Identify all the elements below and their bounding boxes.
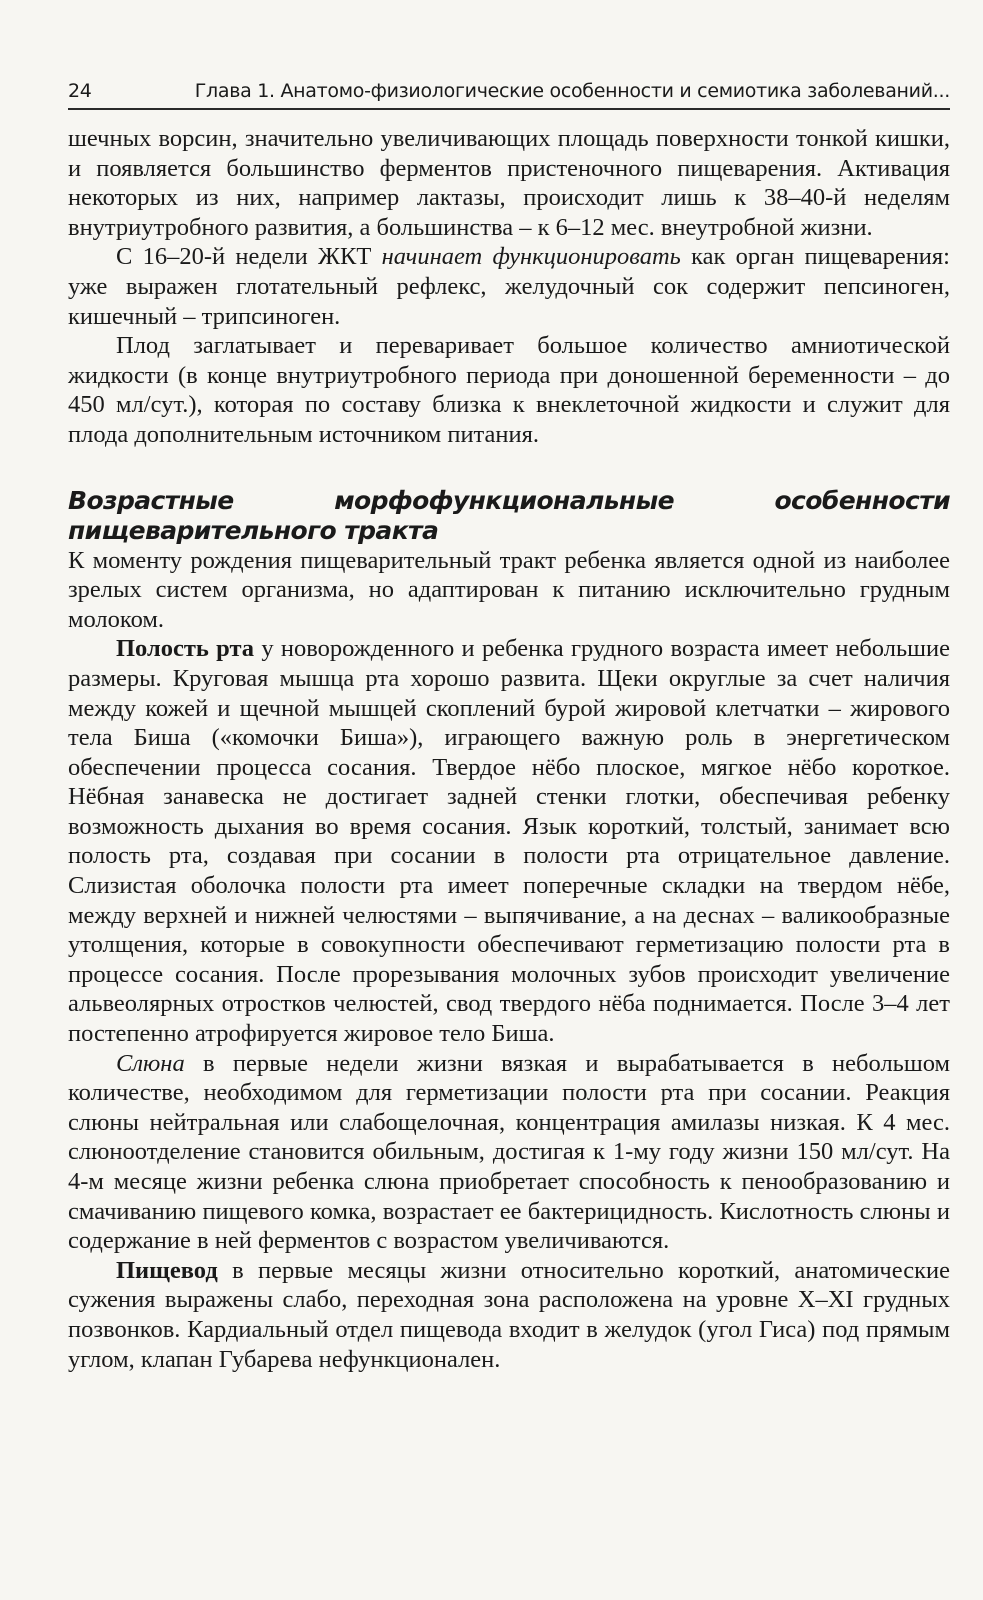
- paragraph-esophagus: Пищевод в первые месяцы жизни относительно короткий, анатомические сужения выражены слабо, переходная зона расположена на уровне X–XI грудных позвонков. Кардиальный отдел пищевода входит в желудок (угол Гиса) под прямым углом, клапан Губарева нефункционален.: [68, 1256, 950, 1373]
- paragraph-amniotic-fluid: Плод заглатывает и переваривает большое количество амниотической жидкости (в конце внутриутробного периода при доношенной беременности – до 450 мл/сут.), которая по составу близка к внеклеточной жидкости и служит для плода дополнительным источником питания.: [68, 332, 950, 448]
- chapter-title: Глава 1. Анатомо-физиологические особенности и семиотика заболеваний...: [194, 80, 950, 102]
- term-esophagus: Пищевод: [116, 1256, 218, 1284]
- paragraph-gi-function: С 16–20-й недели ЖКТ начинает функционировать как орган пищеварения: уже выражен глотательный рефлекс, желудочный сок содержит пепсиноген, кишечный – трипсиноген.: [68, 243, 950, 330]
- page: [68, 80, 950, 1374]
- term-saliva: Слюна: [116, 1049, 185, 1077]
- paragraph-saliva: Слюна в первые недели жизни вязкая и вырабатывается в небольшом количестве, необходимом для герметизации полости рта при сосании. Реакция слюны нейтральная или слабощелочная, концентрация амилазы низкая. К 4 мес. слюноотделение становится обильным, достигая к 1-му году жизни 150 мл/сут. На 4-м месяце жизни ребенка слюна приобретает способность к пенообразованию и смачиванию пищевого комка, возрастает ее бактерицидность. Кислотность слюны и содержание в ней ферментов с возрастом увеличиваются.: [68, 1049, 950, 1255]
- running-header: [68, 80, 950, 110]
- paragraph-continuation: шечных ворсин, значительно увеличивающих площадь поверхности тонкой кишки, и появляется большинство ферментов пристеночного пищеварения. Активация некоторых из них, например лактазы, происходит лишь к 38–40-й неделям внутриутробного развития, а большинства – к 6–12 мес. внеутробной жизни.: [68, 125, 950, 241]
- paragraph-oral-cavity: Полость рта у новорожденного и ребенка грудного возраста имеет небольшие размеры. Круговая мышца рта хорошо развита. Щеки округлые за счет наличия между кожей и щечной мышцей скоплений бурой жировой клетчатки – жирового тела Биша («комочки Биша»), играющего важную роль в энергетическом обеспечении процесса сосания. Твердое нёбо плоское, мягкое нёбо короткое. Нёбная занавеска не достигает задней стенки глотки, обеспечивая ребенку возможность дыхания во время сосания. Язык короткий, толстый, занимает всю полость рта, создавая при сосании в полости рта отрицательное давление. Слизистая оболочка полости рта имеет поперечные складки на твердом нёбе, между верхней и нижней челюстями – выпячивание, а на деснах – валикообразные утолщения, которые в совокупности обеспечивают герметизацию полости рта в процессе сосания. После прорезывания молочных зубов происходит увеличение альвеолярных отростков челюстей, свод твердого нёба поднимается. После 3–4 лет постепенно атрофируется жировое тело Биша.: [68, 635, 950, 1048]
- paragraph-intro: К моменту рождения пищеварительный тракт ребенка является одной из наиболее зрелых систем организма, но адаптирован к питанию исключительно грудным молоком.: [68, 546, 950, 633]
- term-oral-cavity: Полость рта: [116, 635, 255, 663]
- page-number: 24: [68, 80, 92, 102]
- section-heading: Возрастные морфофункциональные особенности пищеварительного тракта: [68, 485, 950, 545]
- emphasis-text: начинает функционировать: [381, 243, 681, 271]
- body-text: [68, 124, 950, 1374]
